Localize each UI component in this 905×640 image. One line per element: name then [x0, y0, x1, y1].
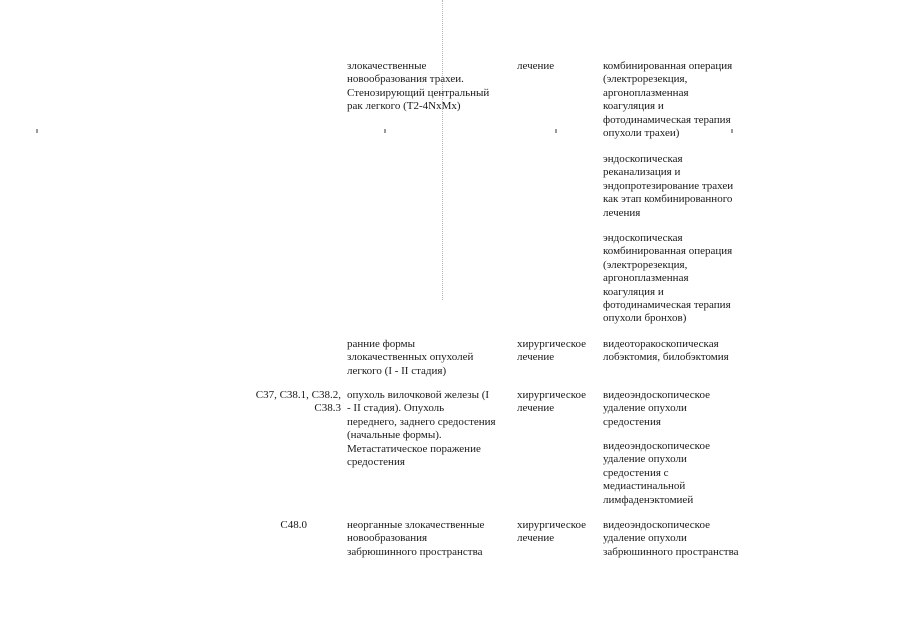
scan-speck [555, 129, 557, 133]
scan-speck [36, 129, 38, 133]
icd-code-cell: C48.0 [280, 519, 307, 531]
scan-speck [384, 129, 386, 133]
method-cell: видеоторакоскопическая лобэктомия, билобэктомия [603, 338, 729, 364]
treatment-cell: лечение [517, 60, 555, 72]
icd-code-cell: C37, C38.1, C38.2, C38.3 [255, 389, 341, 415]
diagnosis-cell: опухоль вилочковой железы (I - II стадия). Опухоль переднего, заднего средостения (начальные формы). Метастатическое поражение средостения [347, 389, 496, 469]
method-cell: эндоскопическая реканализация и эндопротезирование трахеи как этап комбинированного лечения [603, 153, 734, 219]
treatment-cell: хирургическое лечение [517, 519, 587, 545]
diagnosis-cell: неорганные злокачественные новообразования забрюшинного пространства [347, 519, 485, 558]
fold-line [442, 0, 443, 300]
diagnosis-cell: злокачественные новообразования трахеи. Стенозирующий центральный рак легкого (Т2-4NxMx) [347, 60, 490, 113]
method-cell: видеоэндоскопическое удаление опухоли средостения [603, 389, 710, 428]
method-cell: видеоэндоскопическое удаление опухоли средостения с медиастинальной лимфаденэктомией [603, 440, 710, 506]
method-cell: комбинированная операция (электрорезекция, аргоноплазменная коагуляция и фотодинамическая терапия опухоли трахеи) [603, 60, 733, 140]
treatment-cell: хирургическое лечение [517, 338, 587, 364]
method-cell: видеоэндоскопическое удаление опухоли забрюшинного пространства [603, 519, 739, 558]
method-cell: эндоскопическая комбинированная операция (электрорезекция, аргоноплазменная коагуляция и фотодинамическая терапия опухоли бронхов) [603, 232, 733, 325]
diagnosis-cell: ранние формы злокачественных опухолей легкого (I - II стадия) [347, 338, 474, 377]
treatment-cell: хирургическое лечение [517, 389, 587, 415]
